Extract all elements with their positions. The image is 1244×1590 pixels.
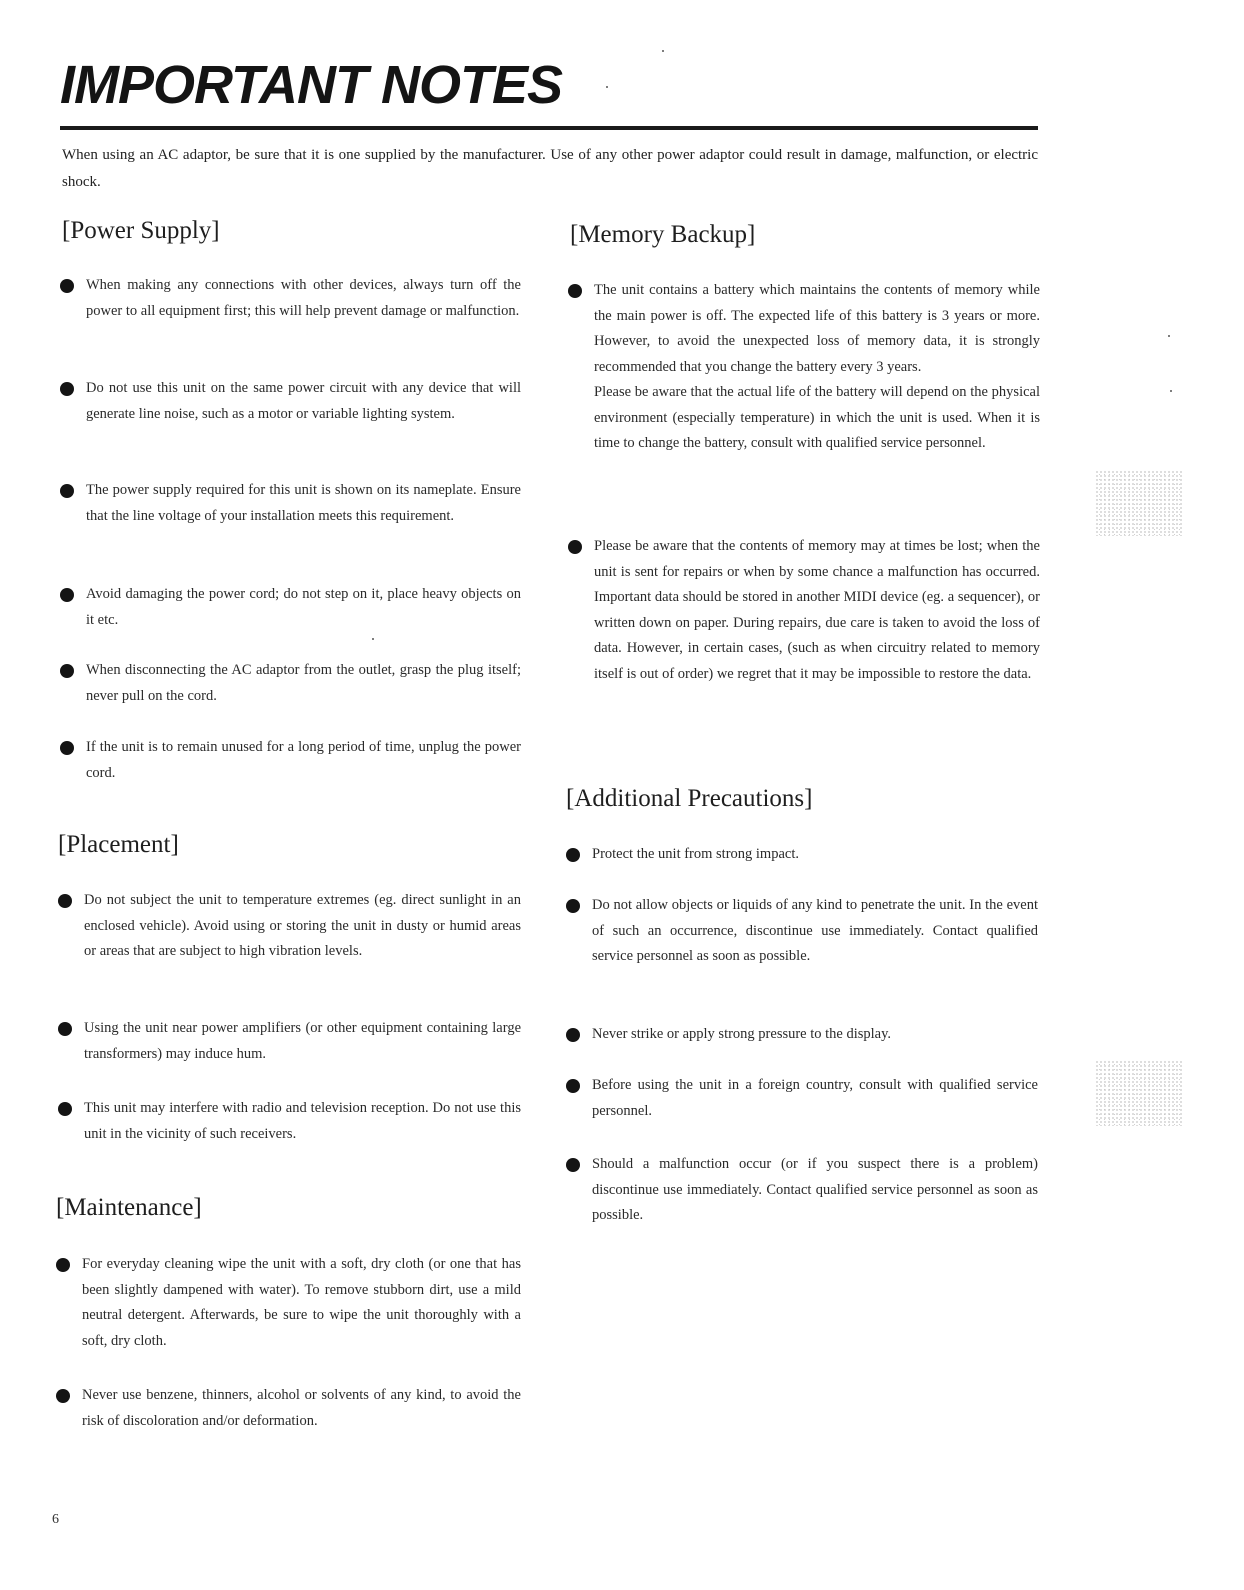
scan-speck: [1170, 390, 1172, 392]
power-supply-item: When disconnecting the AC adaptor from the outlet, grasp the plug itself; never pull on the cord.: [60, 658, 521, 709]
power-supply-item: When making any connections with other devices, always turn off the power to all equipment first; this will help prevent damage or malfunction.: [60, 273, 521, 324]
bullet-icon: [60, 588, 74, 602]
scan-speck: [606, 86, 608, 88]
precaution-item: Do not allow objects or liquids of any kind to penetrate the unit. In the event of such an occurrence, discontinue use immediately. Contact qualified service personnel as soon as possible.: [566, 893, 1038, 970]
bullet-icon: [568, 284, 582, 298]
heading-additional-precautions: [Additional Precautions]: [566, 785, 813, 812]
power-supply-item: Avoid damaging the power cord; do not step on it, place heavy objects on it etc.: [60, 582, 521, 633]
bullet-icon: [60, 484, 74, 498]
bullet-icon: [60, 382, 74, 396]
bullet-icon: [58, 1022, 72, 1036]
scan-noise-artifact: [1095, 470, 1183, 536]
bullet-icon: [566, 1158, 580, 1172]
maintenance-item: Never use benzene, thinners, alcohol or solvents of any kind, to avoid the risk of discoloration and/or deformation.: [56, 1383, 521, 1434]
bullet-icon: [566, 899, 580, 913]
bullet-icon: [56, 1258, 70, 1272]
precaution-item: Before using the unit in a foreign country, consult with qualified service personnel.: [566, 1073, 1038, 1124]
scan-speck: [372, 638, 374, 640]
bullet-icon: [60, 279, 74, 293]
memory-backup-item: Please be aware that the contents of memory may at times be lost; when the unit is sent for repairs or when by some chance a malfunction has occurred. Important data should be stored in another MIDI device (eg. a sequencer), or written down on paper. During repairs, due care is taken to avoid the loss of data. However, in certain cases, (such as when circuitry related to memory itself is out of order) we regret that it may be impossible to restore the data.: [568, 534, 1040, 687]
title-rule: [60, 126, 1038, 130]
power-supply-item: The power supply required for this unit is shown on its nameplate. Ensure that the line voltage of your installation meets this requirement.: [60, 478, 521, 529]
placement-item: This unit may interfere with radio and television reception. Do not use this unit in the vicinity of such receivers.: [58, 1096, 521, 1147]
scan-speck: [662, 50, 664, 52]
heading-placement: [Placement]: [58, 831, 179, 858]
intro-paragraph: When using an AC adaptor, be sure that it is one supplied by the manufacturer. Use of any other power adaptor could result in damage, malfunction, or electric shock.: [62, 147, 1038, 190]
maintenance-item: For everyday cleaning wipe the unit with a soft, dry cloth (or one that has been slightly dampened with water). To remove stubborn dirt, use a mild neutral detergent. Afterwards, be sure to wipe the unit thoroughly with a soft, dry cloth.: [56, 1252, 521, 1354]
memory-backup-item: The unit contains a battery which maintains the contents of memory while the main power is off. The expected life of this battery is 3 years or more. However, to avoid the unexpected loss of memory data, it is strongly recommended that you change the battery every 3 years. Please be aware that the actual life of the battery will depend on the physical environment (especially temperature) in which the unit is used. When it is time to change the battery, consult with qualified service personnel.: [568, 278, 1040, 457]
power-supply-item: If the unit is to remain unused for a long period of time, unplug the power cord.: [60, 735, 521, 786]
bullet-icon: [566, 1079, 580, 1093]
bullet-icon: [566, 1028, 580, 1042]
precaution-item: Never strike or apply strong pressure to the display.: [566, 1022, 1038, 1048]
scan-noise-artifact: [1095, 1060, 1183, 1126]
precaution-item: Should a malfunction occur (or if you suspect there is a problem) discontinue use immediately. Contact qualified service personnel as soon as possible.: [566, 1152, 1038, 1229]
bullet-icon: [566, 848, 580, 862]
bullet-icon: [60, 664, 74, 678]
bullet-icon: [60, 741, 74, 755]
scan-speck: [1168, 335, 1170, 337]
bullet-icon: [58, 894, 72, 908]
heading-memory-backup: [Memory Backup]: [570, 221, 756, 248]
heading-power-supply: [Power Supply]: [62, 217, 220, 244]
heading-maintenance: [Maintenance]: [56, 1194, 202, 1221]
placement-item: Do not subject the unit to temperature extremes (eg. direct sunlight in an enclosed vehicle). Avoid using or storing the unit in dusty or humid areas or areas that are subject to high vibration levels.: [58, 888, 521, 965]
placement-item: Using the unit near power amplifiers (or other equipment containing large transformers) may induce hum.: [58, 1016, 521, 1067]
precaution-item: Protect the unit from strong impact.: [566, 842, 1038, 868]
bullet-icon: [58, 1102, 72, 1116]
bullet-icon: [56, 1389, 70, 1403]
bullet-icon: [568, 540, 582, 554]
power-supply-item: Do not use this unit on the same power circuit with any device that will generate line noise, such as a motor or variable lighting system.: [60, 376, 521, 427]
page-number: 6: [52, 1512, 59, 1527]
page-title: IMPORTANT NOTES: [60, 55, 563, 115]
